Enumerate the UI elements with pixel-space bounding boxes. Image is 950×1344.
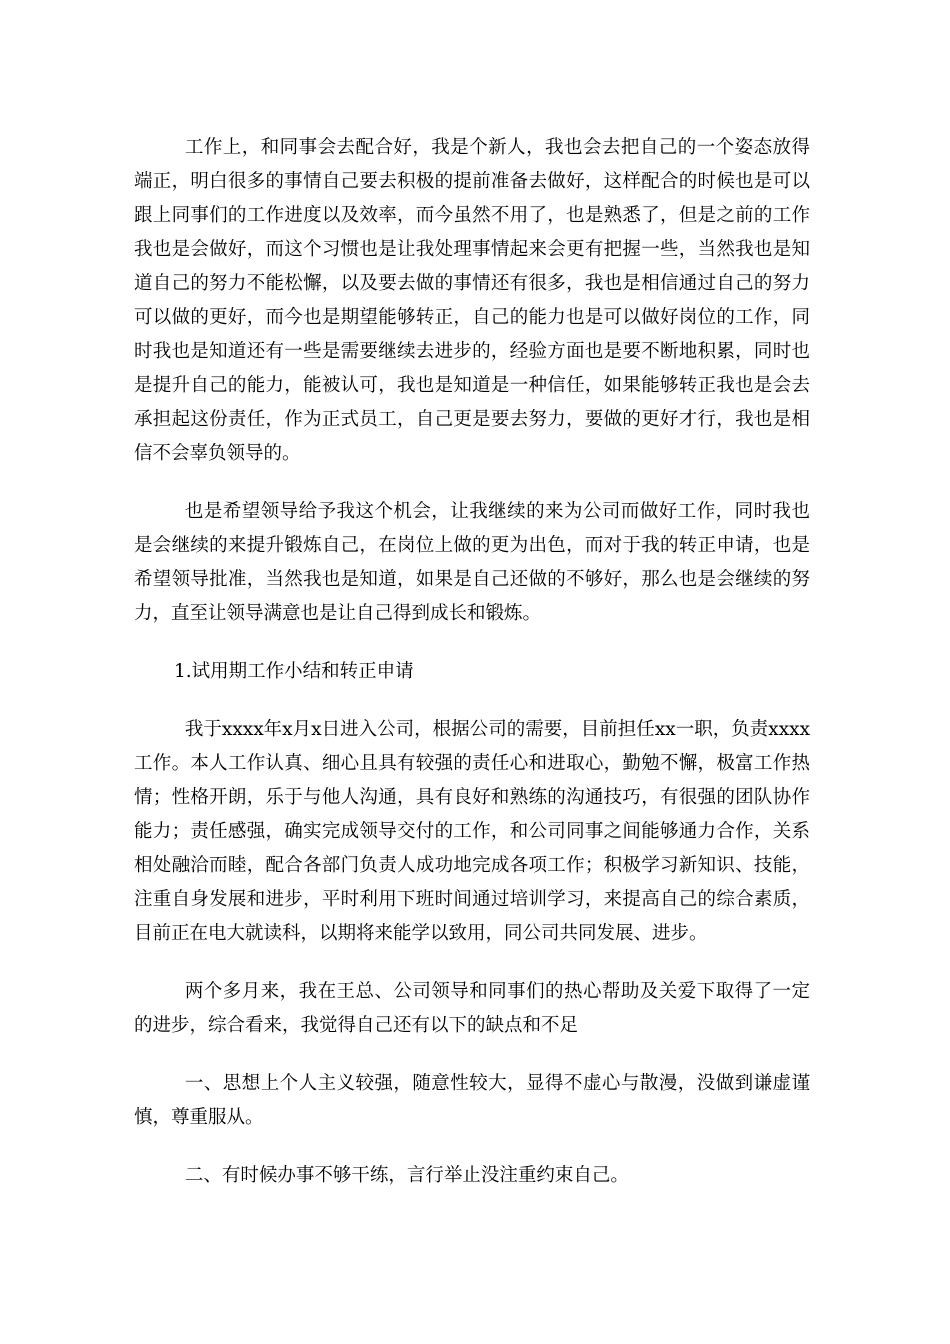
- paragraph: 一、思想上个人主义较强，随意性较大，显得不虚心与散漫，没做到谦虚谨慎，尊重服从。: [134, 1073, 810, 1128]
- paragraph: 二、有时候办事不够干练，言行举止没注重约束自己。: [184, 1165, 629, 1186]
- paragraph: 我于xxxx年x月x日进入公司，根据公司的需要，目前担任xx一职，负责xxxx工作。本人工作认真、细心且具有较强的责任心和进取心，勤勉不懈，极富工作热情；性格开朗，乐于与他人沟通，具有良好和熟练的沟通技巧，有很强的团队协作能力；责任感强，确实完成领导交付的工作，和公司同事之间能够通力合作，关系相处融洽而睦，配合各部门负责人成功地完成各项工作；积极学习新知识、技能，注重自身发展和进步，平时利用下班时间通过培训学习，来提高自己的综合素质，目前正在电大就读科，以期将来能学以致用，同公司共同发展、进步。: [134, 719, 810, 944]
- paragraph: 工作上，和同事会去配合好，我是个新人，我也会去把自己的一个姿态放得端正，明白很多的事情自己要去积极的提前准备去做好，这样配合的时候也是可以跟上同事们的工作进度以及效率，而今虽然不用了，也是熟悉了，但是之前的工作我也是会做好，而这个习惯也是让我处理事情起来会更有把握一些，当然我也是知道自己的努力不能松懈，以及要去做的事情还有很多，我也是相信通过自己的努力可以做的更好，而今也是期望能够转正，自己的能力也是可以做好岗位的工作，同时我也是知道还有一些是需要继续去进步的，经验方面也是要不断地积累，同时也是提升自己的能力，能被认可，我也是知道是一种信任，如果能够转正我也是会去承担起这份责任，作为正式员工，自己更是要去努力，要做的更好才行，我也是相信不会辜负领导的。: [134, 137, 810, 464]
- paragraph: 也是希望领导给予我这个机会，让我继续的来为公司而做好工作，同时我也是会继续的来提升锻炼自己，在岗位上做的更为出色，而对于我的转正申请，也是希望领导批准，当然我也是知道，如果是自己还做的不够好，那么也是会继续的努力，直至让领导满意也是让自己得到成长和锻炼。: [134, 501, 810, 624]
- section-heading: 1.试用期工作小结和转正申请: [174, 661, 414, 682]
- paragraph: 两个多月来，我在王总、公司领导和同事们的热心帮助及关爱下取得了一定的进步，综合看来，我觉得自己还有以下的缺点和不足: [134, 981, 810, 1036]
- document-body: [134, 131, 810, 1217]
